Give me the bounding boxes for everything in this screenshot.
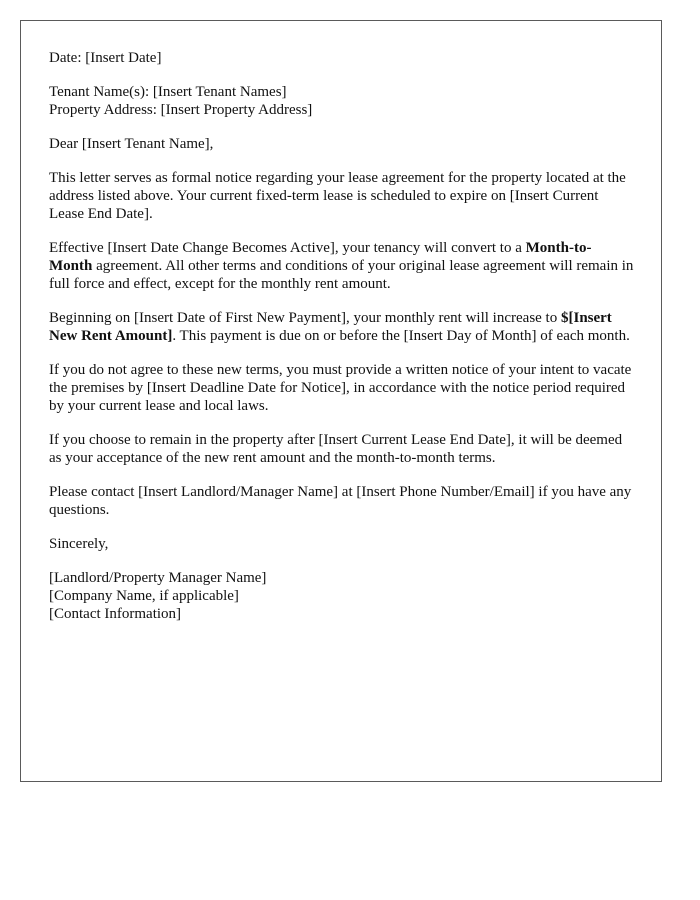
paragraph-text: . This payment is due on or before the [Insert Day of Month] of each month.: [172, 328, 630, 344]
paragraph-vacate-notice: If you do not agree to these new terms, you must provide a written notice of your intent to vacate the premises by [Insert Deadline Date for Notice], in accordance with the notice period required by your current lease and local laws.: [49, 362, 632, 414]
paragraph-text: agreement. All other terms and conditions of your original lease agreement will remain in full force and effect, except for the monthly rent amount.: [49, 258, 634, 292]
signature-block: [49, 569, 634, 623]
date-line: Date: [Insert Date]: [49, 50, 162, 66]
signature-contact: [Contact Information]: [49, 606, 182, 622]
closing: Sincerely,: [49, 536, 109, 552]
paragraph-contact: Please contact [Insert Landlord/Manager Name] at [Insert Phone Number/Email] if you have any questions.: [49, 484, 632, 518]
paragraph-month-to-month: [49, 239, 634, 293]
signature-company: [Company Name, if applicable]: [49, 588, 239, 604]
property-address-line: Property Address: [Insert Property Address]: [49, 102, 313, 118]
tenant-name-line: Tenant Name(s): [Insert Tenant Names]: [49, 84, 287, 100]
paragraph-text: Effective [Insert Date Change Becomes Active], your tenancy will convert to a: [49, 240, 526, 256]
new-rent-amount: $[Insert New Rent Amount]: [49, 310, 612, 344]
paragraph-rent-increase: [49, 309, 634, 345]
signature-name: [Landlord/Property Manager Name]: [49, 570, 267, 586]
recipient-block: [49, 83, 634, 119]
month-to-month-term: Month-to-Month: [49, 240, 592, 274]
letter-page: [20, 20, 662, 782]
salutation: Dear [Insert Tenant Name],: [49, 136, 214, 152]
letter-body: [49, 49, 634, 639]
paragraph-acceptance: If you choose to remain in the property after [Insert Current Lease End Date], it will be deemed as your acceptance of the new rent amount and the month-to-month terms.: [49, 432, 623, 466]
paragraph-text: Beginning on [Insert Date of First New Payment], your monthly rent will increase to: [49, 310, 561, 326]
paragraph-lease-expiry: This letter serves as formal notice regarding your lease agreement for the property located at the address listed above. Your current fixed-term lease is scheduled to expire on [Insert Current Lease End Date].: [49, 170, 626, 222]
